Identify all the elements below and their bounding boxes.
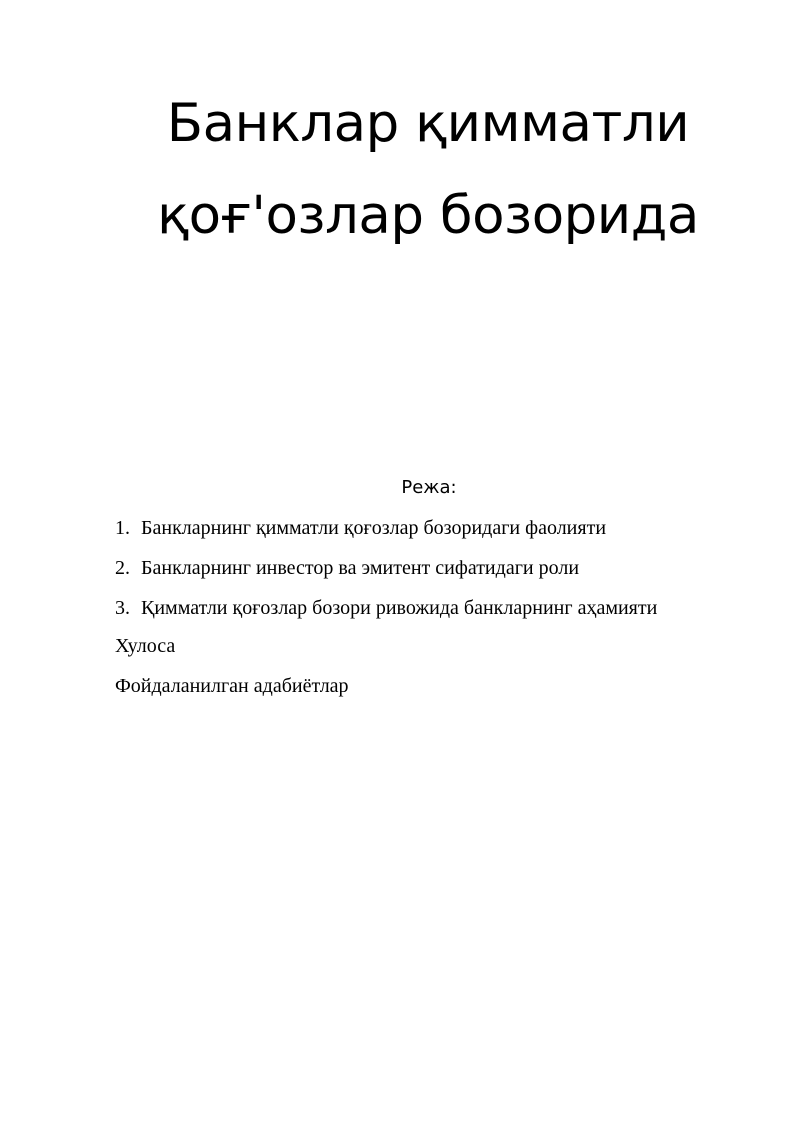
title-line-1: Банклар қимматли: [166, 93, 690, 154]
plan-item-text: Қимматли қоғозлар бозори ривожида банкларнинг аҳамияти: [141, 597, 658, 619]
plan-item-number: 3.: [115, 597, 130, 619]
plan-item-text: Банкларнинг инвестор ва эмитент сифатидаги роли: [141, 557, 580, 579]
plan-item-3: [115, 588, 755, 628]
references-item: Фойдаланилган адабиётлар: [115, 675, 349, 697]
title-line-2: қоғ'озлар бозорида: [157, 185, 699, 246]
plan-item-number: 1.: [115, 517, 130, 539]
plan-heading: Режа:: [401, 477, 457, 498]
plan-item-text: Банкларнинг қимматли қоғозлар бозоридаги фаолияти: [141, 517, 607, 539]
plan-list: [115, 508, 755, 628]
conclusion-item: Хулоса: [115, 635, 176, 657]
plan-item-2: [115, 548, 755, 588]
page-title: [120, 78, 736, 262]
plan-item-1: [115, 508, 755, 548]
plan-item-number: 2.: [115, 557, 130, 579]
